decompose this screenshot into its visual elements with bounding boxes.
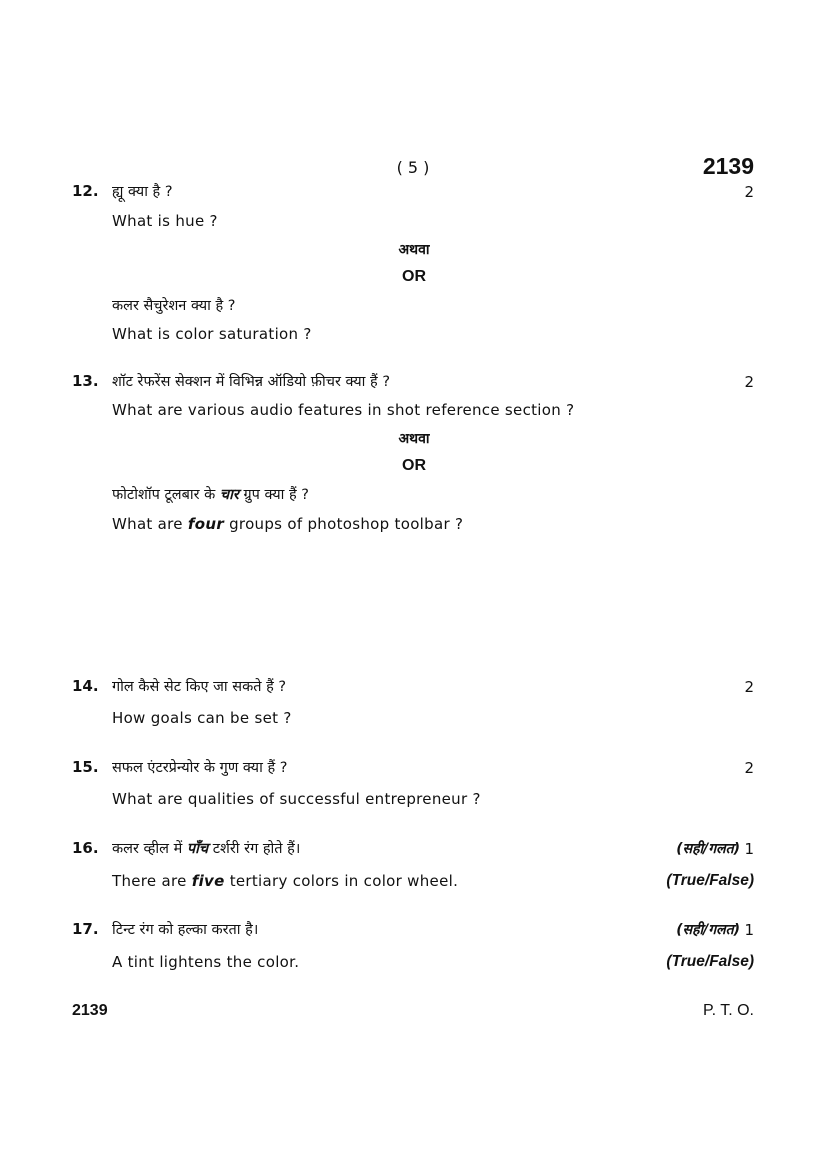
or-english: OR bbox=[402, 268, 426, 285]
english-post: tertiary colors in color wheel. bbox=[229, 872, 459, 890]
or-hindi: अथवा bbox=[398, 431, 430, 447]
alt-english-pre: What are bbox=[112, 515, 183, 533]
question-hindi bbox=[112, 838, 300, 858]
alt-hindi-emphasis: चार bbox=[219, 487, 239, 503]
question-number: 13. bbox=[72, 372, 99, 390]
question-hindi: शॉट रेफरेंस सेक्शन में विभिन्न ऑडियो फ़ीचर क्या हैं ? bbox=[112, 374, 391, 390]
true-false-english: (True/False) bbox=[666, 872, 754, 889]
footer-pto: P. T. O. bbox=[703, 1002, 754, 1019]
alt-hindi-pre: फोटोशॉप टूलबार के bbox=[112, 487, 216, 503]
question-hindi: टिन्ट रंग को हल्का करता है। bbox=[112, 922, 259, 938]
alt-question-hindi: कलर सैचुरेशन क्या है ? bbox=[112, 298, 236, 314]
alt-question-english: What is color saturation ? bbox=[112, 325, 312, 343]
question-hindi: ह्यू क्या है ? bbox=[112, 184, 173, 200]
question-number: 17. bbox=[72, 920, 99, 938]
hindi-post: टर्शरी रंग होते हैं। bbox=[212, 841, 301, 857]
alt-hindi-post: ग्रुप क्या हैं ? bbox=[243, 487, 309, 503]
alt-question-hindi bbox=[112, 484, 309, 504]
alt-english-post: groups of photoshop toolbar ? bbox=[229, 515, 464, 533]
true-false-hindi: (सही/गलत) bbox=[676, 841, 740, 857]
marks: 2 bbox=[744, 183, 754, 201]
paper-code: 2139 bbox=[702, 153, 754, 179]
hindi-pre: कलर व्हील में bbox=[112, 841, 183, 857]
marks: 2 bbox=[744, 373, 754, 391]
question-english: What is hue ? bbox=[112, 212, 218, 230]
english-emphasis: five bbox=[191, 872, 225, 890]
alt-english-emphasis: four bbox=[187, 515, 225, 533]
true-false-english: (True/False) bbox=[666, 953, 754, 970]
question-number: 12. bbox=[72, 182, 99, 200]
alt-question-english bbox=[112, 515, 463, 533]
hindi-emphasis: पाँच bbox=[186, 841, 209, 857]
marks: 1 bbox=[744, 840, 754, 858]
question-english: What are various audio features in shot reference section ? bbox=[112, 401, 575, 419]
marks: 1 bbox=[744, 921, 754, 939]
english-pre: There are bbox=[112, 872, 187, 890]
question-number: 15. bbox=[72, 758, 99, 776]
true-false-hindi: (सही/गलत) bbox=[676, 922, 740, 938]
page-number: ( 5 ) bbox=[396, 158, 430, 177]
question-english bbox=[112, 872, 458, 890]
question-english: A tint lightens the color. bbox=[112, 953, 300, 971]
marks: 2 bbox=[744, 678, 754, 696]
marks: 2 bbox=[744, 759, 754, 777]
question-english: How goals can be set ? bbox=[112, 709, 292, 727]
question-hindi: सफल एंटरप्रेन्योर के गुण क्या हैं ? bbox=[112, 760, 288, 776]
or-hindi: अथवा bbox=[398, 242, 430, 258]
question-number: 16. bbox=[72, 839, 99, 857]
question-number: 14. bbox=[72, 677, 99, 695]
question-english: What are qualities of successful entrepreneur ? bbox=[112, 790, 481, 808]
footer-paper-code: 2139 bbox=[72, 1002, 108, 1019]
or-english: OR bbox=[402, 457, 426, 474]
question-hindi: गोल कैसे सेट किए जा सकते हैं ? bbox=[112, 679, 287, 695]
